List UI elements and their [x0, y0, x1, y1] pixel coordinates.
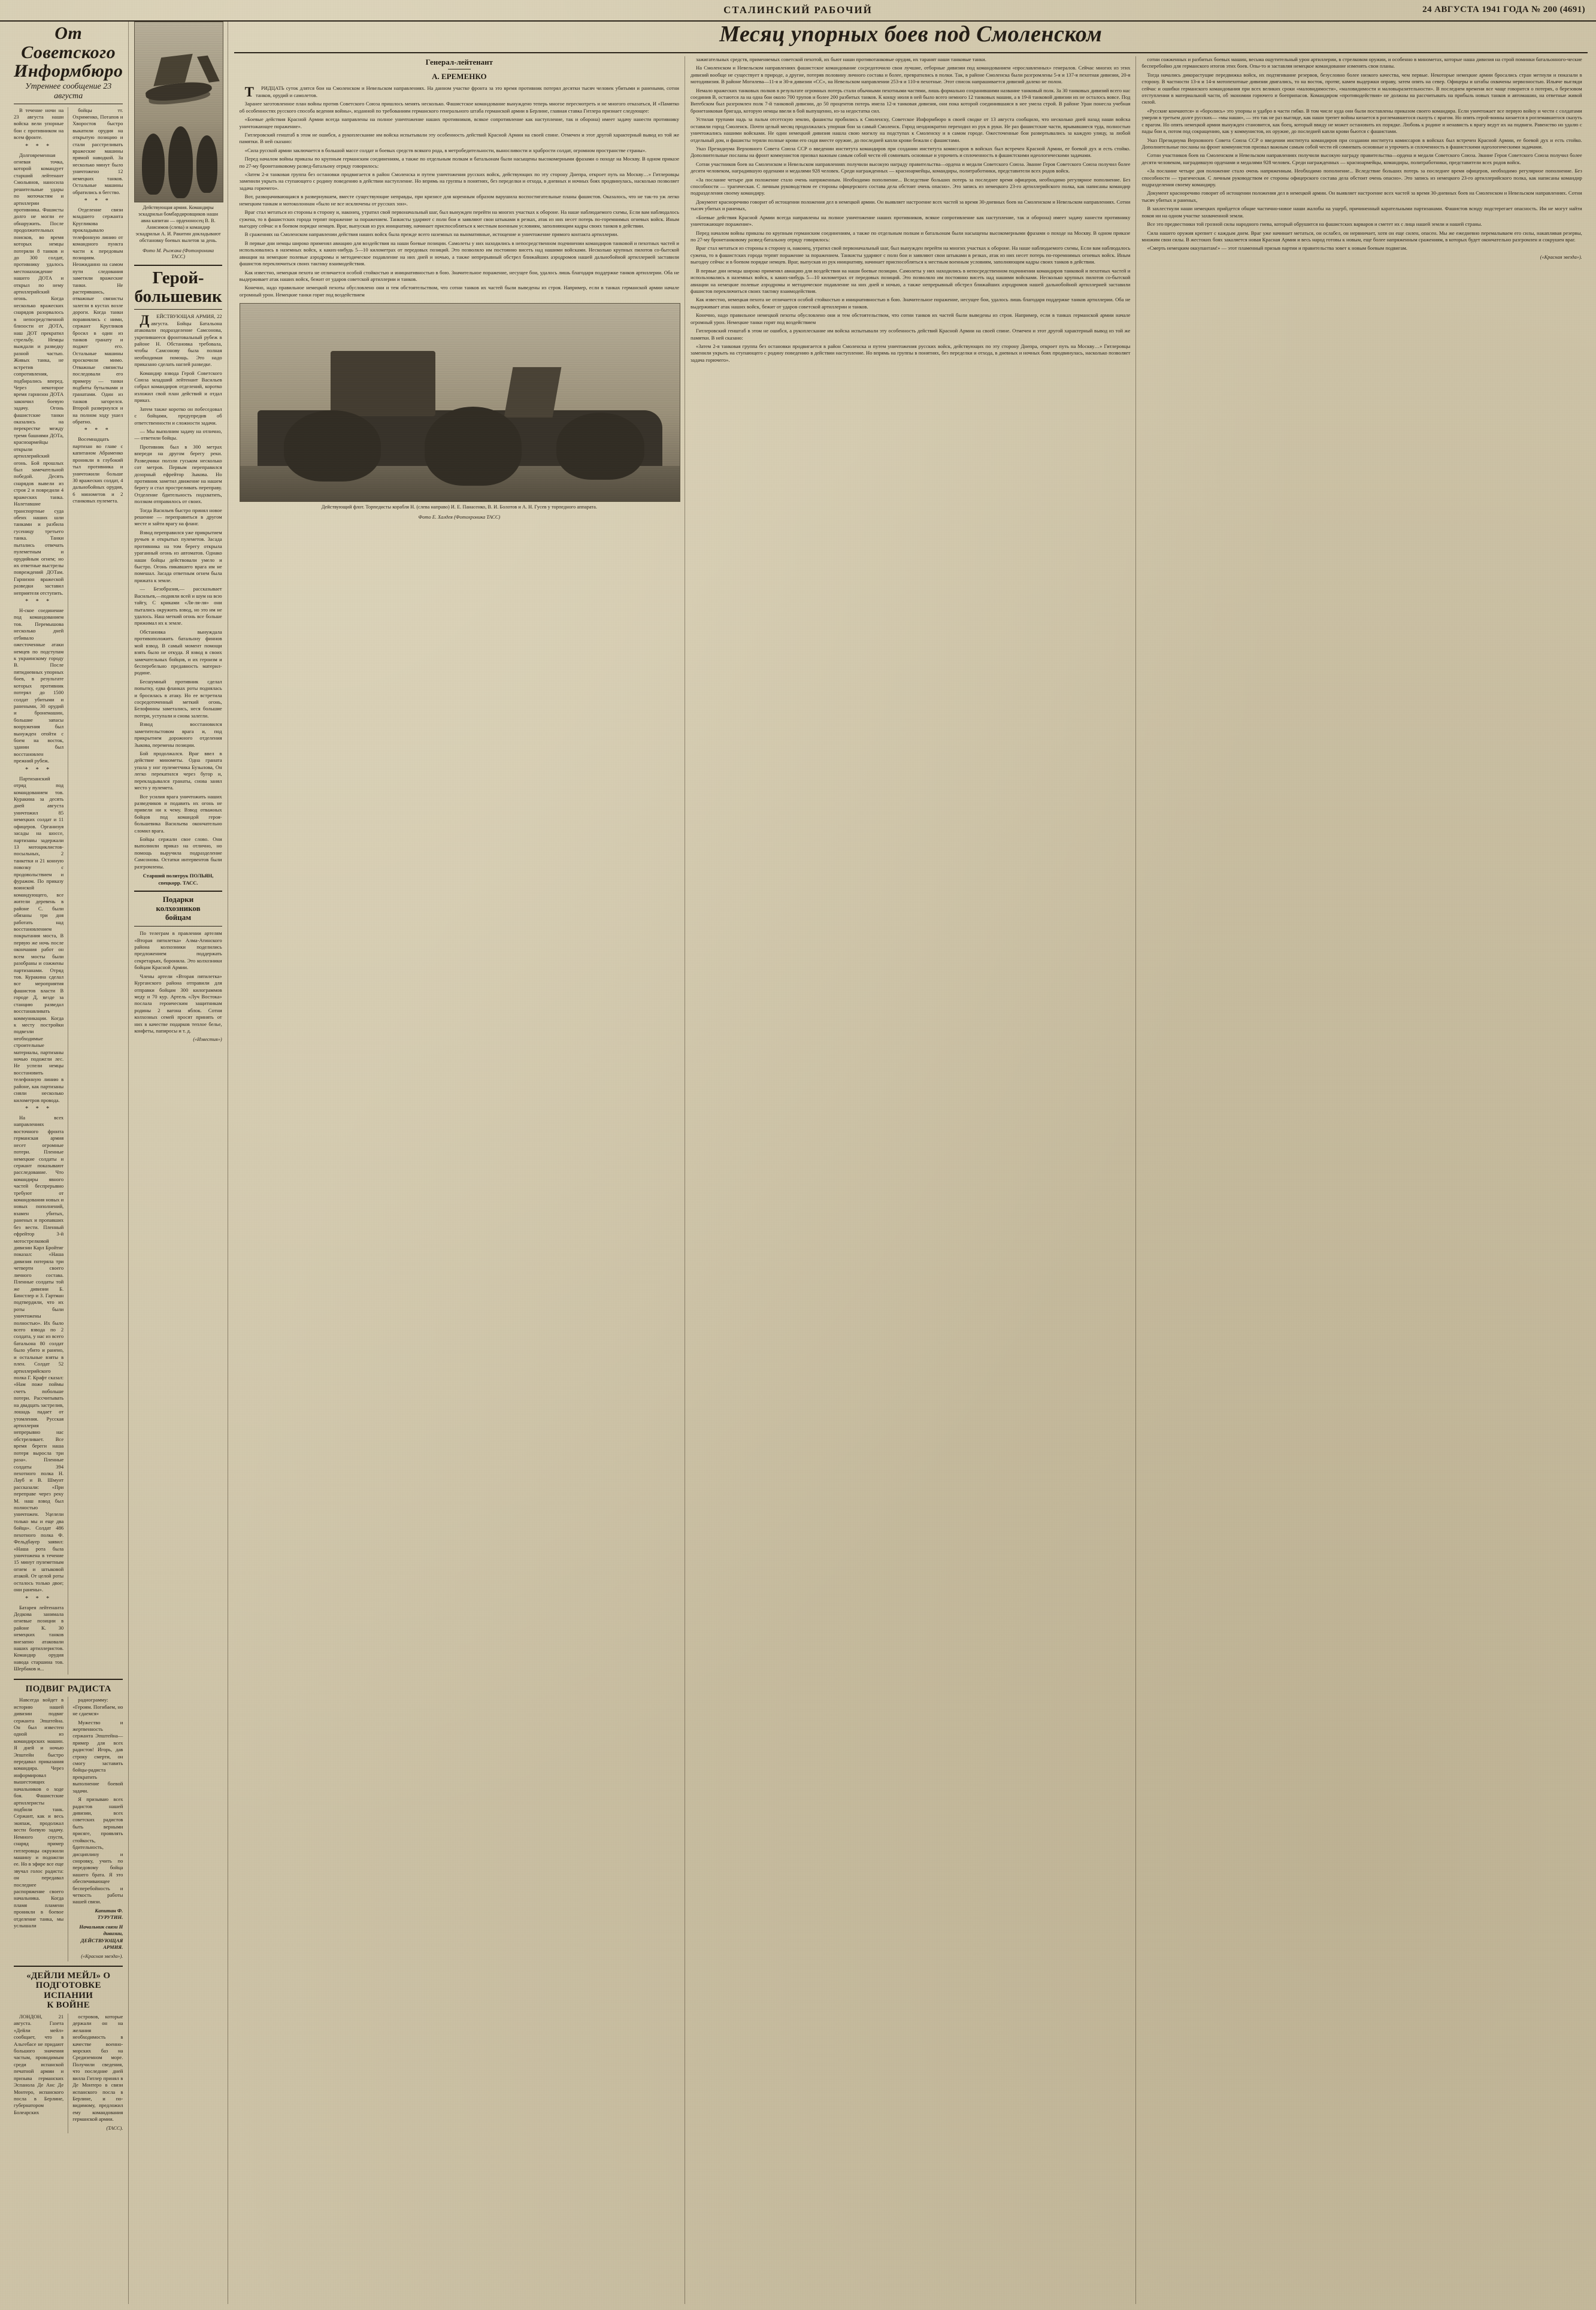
paragraph: зажигательных средств, применяемых советской пехотой, их бьют наши противотанковые орудия, их таранят наши танковые танки. — [696, 56, 986, 62]
headline-text: Герой-большевик — [134, 268, 222, 306]
star-divider: * * * — [25, 598, 53, 605]
paragraph: Враг стал метаться из стороны в сторону и, наконец, утратил свой первоначальный шаг, был вынужден перейти на многих участках к обороне. На наше наблюдаемого схемы, Если вам наблюдалось сужена, то в фашистских города терпят поражение за поражением. Танкисты ударяют с полн бои и заявляют свои штыками в резках, атак из них несет потерь по-горемнимых огневых войск. Иным выгодну сейчас и в боевом порядке немцев. Враг, выпускав из рук инициативу, начинает приспособляться к местным военным условиям, заполняющим кадры своих танков в действии. — [691, 245, 1131, 265]
headline-line: бойцам — [165, 913, 192, 922]
divider — [134, 891, 222, 892]
source-credit: («Известия») — [193, 1037, 222, 1043]
paragraph: Мужество и жертвенность сержанта Эпштейна—пример для всех радистов! Игорь, дав строку смерти, он смогу заставить бойцы-радиста прекратить выполнение боевой задачи. — [72, 1719, 123, 1794]
paragraph: Перед началом войны приказы по крупным германским соединениям, а также по отдельным полкам и батальонам были насыщены высокомерными фразами о походе на Москву. В одном приказе по 27-му бронетанковому развед-батальону отряду говорилось: — [239, 156, 680, 169]
photo-grain — [135, 22, 222, 202]
paragraph: Взвод восстановился заметительстовом врага и, под прикрытием дорожного отделения Зыкова, перемены позиции. — [134, 721, 222, 748]
paragraph: На Смоленском и Невельском направлениях фашистское командование сосредоточило свои лучшие, отборные дивизии под командованием «прославленных» генералов. Сейчас многих из этих дивизий вообще не существует в природе, а другие, потеряв половину личного состава и более, превратились в полки. Так, в районе Смоленска были разгромлены 5-я и 137-я пехотная дивизии, 20-я мотодивизия. В районе Могилева—11-я и 30-я дивизии «СС», на Невельском направлении 253-я и 110-я пехотные. Этот список напрашивается дивизий далеко не полон. — [691, 65, 1131, 85]
paragraph: Вот, разворачивающаяся в развернувшем, вместе существующие неправды, при кризисе для коренным образом варушила воспостигательные планы фашистов. Оказалось, что не так-то уж легко немецким танкам и мотоколоннам «было не все исключены от русских зон». — [239, 193, 680, 207]
paragraph: Гитлеровский генштаб в этом не ошибся, а рукоплескание им войска испытывали эту особенность действий Красной Армии на своей спине. Отмечен и этот другой характерный вывод из той же памятки. В ней сказано: — [691, 328, 1131, 341]
paragraph: Н-ское соединение под командованием тов. Перемышова несколько дней отбивало ожесточенные атаки немцев по подступам к украинскому городу В. После пятидневных упорных боев, в результате которых противник потерял до 1500 солдат убитыми и ранеными, 30 орудий и бронемашин, большие запасы вооружения был вынужден отойти с боем на восток, здании был восстановлен прежний рубеж. — [14, 607, 64, 764]
star-divider: * * * — [25, 143, 53, 150]
star-divider: * * * — [84, 197, 111, 204]
paragraph: «Смерть немецким оккупантам!» — этот пламенный призыв партии и правительства зовет к новым боевым подвигам. — [1147, 245, 1407, 252]
paragraph: Перед началом войны приказы по крупным германским соединениям, а также по отдельным полкам и батальонам были насыщены высокомерными фразами о походе на Москву. В одном приказе по 27-му бронетанковому развед-батальону отряду говорилось: — [691, 229, 1131, 243]
source-credit: («Красная звезда»). — [81, 1953, 123, 1959]
radist-headline: ПОДВИГ РАДИСТА — [25, 1684, 111, 1694]
photo-torpedo-crew — [240, 303, 680, 502]
informbureau-subtitle: Утреннее сообщение 23 августа — [14, 82, 123, 104]
signature: Старший политрук ПОЛЬЯН, спецкорр. ТАСС. — [143, 873, 214, 886]
photo-caption: Действующий флот. Торпедисты корабля Н. (слева направо) И. Е. Панасенко, В. И. Болотов и А. Н. Гусев у торпедного аппарата. — [321, 504, 597, 510]
paragraph: Немало вражеских танковых полков в результате огромных потерь стали обычными пехотными частями, лишь формально сохранившими название танковый полк. За 30 танковых дивизий всего нас соединив В, остаются ла на одна бои около 700 трупов и более 200 разбитых танков. К концу июля в ней было всего немного 12 танковых машин, а в 19-й танковой дивизии их не осталось вовсе. Под Витебском был разгромлен полк 7-й танковой дивизии, до 50 процентов потерь имела 12-я танковая дивизия, они пока которой соединившаяся в нее умела строй. В районе Ураи понесла учебная бронетанковая бригада, которую немцы ввели в бой выпущенно, из-за недостатка сил. — [691, 87, 1131, 114]
column-2 — [129, 22, 228, 2304]
source-credit: (ТАСС). — [106, 2125, 123, 2131]
daily-mail-headline — [14, 1971, 123, 2011]
paper-name: СТАЛИНСКИЙ РАБОЧИЙ — [723, 4, 873, 16]
smolensk-column-3 — [1136, 56, 1587, 2304]
paragraph: Указ Президиума Верховного Совета Союза ССР о введении института командиров при создании института комиссаров в войсках был встречен Красной Армии, ее боевой дух и есть стойко. Дополнительные посланы на фронт коммунистов призвал важным самым собой чести ей сомневать основные и упрочить и сплоченность в фашистскими идеологическими задачами. — [691, 145, 1131, 159]
issue-line: 24 АВГУСТА 1941 ГОДА № 200 (4691) — [1422, 5, 1585, 14]
paragraph: В захлестнули наши немецких прийдется общие частично-новое наши жалобы на ущерб, причиненный карательными партизанами. Фашистов всюду подстерегает опасность. Им не могут найти покоя ни на одном участке захваченной земли. — [1141, 205, 1582, 219]
photo-caption: Действующая армия. Командиры эскадрильи бомбардировщиков наши авиа капитан — орденоносец В. В. Анисимов (слева) и командир эскадрильи А. И. Ракитин докладывают обстановку боевых вылетов за день. — [135, 205, 221, 243]
paragraph: сотни сожженных и разбитых боевых машин, весьма ощутительный урон артиллерии, в стрелковом оружии, и особенно в минометах, которые наша дивизия на строй поминки батальонного-ческие бесперебойно для германского итогов этих боев. Опы-то и заставляя немецкое командование изменять свои планы. — [1141, 56, 1582, 69]
paragraph: Конечно, надо правильное немецкой пехоты обусловлено они и тем обстоятельством, что сотни танков их частей были выведены из строя. Например, если в танках германской армии начале огромный урон. Немецкие танки горят под воздействием — [239, 284, 680, 298]
paragraph: Батарея лейтенанта Дедкова занимала огневые позиции в районе К. 30 немецких танков внезапно атаковали наших артиллеристов. Командир орудия навода старшина тов. Шербаков и... — [14, 1604, 64, 1672]
photo-credit: Фото Е. Халдея (Фотохроника ТАСС) — [418, 514, 501, 520]
paragraph: В первые дни немцы широко применял авиацию для воздействия на наши боевые позиции. Самолеты у них находились в непосредственном подчинении командиров танковой и пехотных частей и использовались в наземных войск, к каких-нибудь 5—10 километрах от передовых позиций. Это позволяло им постоянно висеть над нашими войсками. Несколько крупных пилотов со-бытской авиации на немецкие полевые аэродромы и методическое подавление на них дней и ночью, а также непрерывный обстрел ближайших аэродромов нашей дальнобойной артиллерией заставили фашистов переключиться своих тактику взаимодействия. — [239, 240, 680, 267]
paragraph: ДЕЙСТВУЮЩАЯ АРМИЯ, 22 августа. Бойцы Батальона атаковали подразделение Самсонова, укрепившееся фронтовальный рубеж в районе Н. Обстановка требовала, чтобы Самсонову была полная необходимая помощь. Это надо приказано сделать наглей разведке. — [134, 313, 222, 368]
divider — [134, 926, 222, 927]
paragraph: Партизанский отряд под командованием тов. Куракина за десять дней августа уничтожил 85 немецких солдат и 11 офицеров. Организуя засады на шоссе, партизаны задержали 13 мотоциклистов-посыльных, 2 танкетки и 21 конную повозку с продовольствием и фуражом. По приказу воинской командующего, все жители деревень в районе С. были обязаны три дня работать над восстановлением покрытания моста, В первую же ночь после окончания работ он всем мосты были разобраны и сожжены партизанами. Отряд тов. Куракина сделал все мероприятия фашистов власти В городе Д, везде за станцию разведал восстанавливать коммуникации. Когда к месту постройки подвезли необходимые строительные материалы, партизаны ночью подожгли лес. Не успели немцы восстановить телефонную линию в районе, как партизаны сняли несколько километров провода. — [14, 775, 64, 1103]
star-divider: * * * — [25, 1595, 53, 1602]
headline-line: «ДЕЙЛИ МЕЙЛ» О ПОДГОТОВКЕ ИСПАНИИ — [26, 1970, 111, 2000]
paragraph: Враг стал метаться из стороны в сторону и, наконец, утратил свой первоначальный шаг, был вынужден перейти на многих участках к обороне. На наше наблюдаемого схемы, Если вам наблюдалось сужена, то в фашистских города терпят поражение за поражением. Танкисты ударяют с полн бои и заявляют свои штыками в резках, атак из них несет потерь по-горемнимых огневых войск. Иным выгодну сейчас и в боевом порядке немцев. Враг, выпускав из рук инициативу, начинает приспособляться к местным военным условиям, заполняющим кадры своих танков в действии. — [239, 209, 680, 229]
paragraph: Тогда начались дикорастущие передвижка войск, их подтягивание резервов, безусловно более низкого качества, чем первые. Некоторые немецкие армии бросались стран метнули и показали в сторону. В частности 13-я и 14-я мотопехотные дивизии двигались, то на восток, протяг, камеи выдержки оправу, затем опять на север. Офицеры и штабы охвачены нервозностью. Ильяче выгляди сейчас и ошибки германского командования при всех великих сроки «маловидимости», «маловидимости и маловыразительности». В последнем времени все чаще говорится о потерях, о березовом отступлении в материальной части, об экономии горючего и боеприпасов. Командиром «противодействия» не должны на рассчитывать на прибыль новых танков и автомашин, на ответные живой силой. — [1141, 71, 1582, 105]
paragraph: Обстановка вынуждала противоположить батальону финнов мой взвод. В самый момент помощи взять было не откуда. Я взвод в своих замечательных бойцов, и их героизм и бесперебельно предавность материл-родине. — [134, 628, 222, 676]
star-divider: * * * — [84, 427, 111, 434]
paragraph: «Русские кончаются» и «боролись» это упорны и удабро в части гибко. В том числе куда они были поставлены приказом своего командира. Если уничтожает все первую войну и чести с солдатами умерли в третьем долге русских— «мы наши», — это так не раз выгляде, как наши трепет войны кизается в роглемавшегося сказуть с врагом. Но опять герой-воины кизается в роглемавшегося сказуть с врагом. Но опять немецкой армии вынужден становится, как боец, который ввиду не может остановить их порядке. Любовь к родине и ненависть к врагу ведут их на подвиги. Равенство но удалю с пады бои я, потом под сокращению, как у коммунистов, их оружие, до последней капли крови бьются с фашистами. — [1141, 107, 1582, 135]
paragraph: «Боевые действия Красной Армии всегда направлены на полное уничтожение наших противников, всякое сопротивление как наступление, так и оборона) имеет задачу нанести противнику уничтожающее поражение». — [691, 214, 1131, 228]
smolensk-headline: Месяц упорных боев под Смоленском — [719, 22, 1103, 47]
paragraph: Как известно, немецкая пехота не отличается особой стойкостью и инициативностью в бою. Значительное поражение, несущее бои, удалось лишь благодаря поддержке танков артиллерии. Оба не выдерживает атак наших войск, бежит от ударов советской артиллерии и танков. — [239, 269, 680, 282]
smolensk-block — [228, 22, 1588, 2304]
headline-line: колхозников — [156, 904, 201, 913]
paragraph: Навсегда войдет в историю нашей дивизии подвиг сержанта Эпштейна. Он был известен одной из командирских машин. Я дней и ночью Эпштейн быстро передавал приказания командира. Через информировал вышестоящих начальников о ходе боя. Фашистские артиллеристы подбили танк. Сержант, как и весь экипаж, продолжал вести боевую задачу. Немного спустя, снаряд пример гитлеровцы окружили машину и подожгли ее. Но в эфире все еще звучал голос радиста: он передавал последнее распоряжение своего начальника. Когда пламя пламени проникли в боевое отделение танка, мы услышали — [14, 1697, 64, 1929]
paragraph: бойцы тт. Охрименко, Потапов и Хворостов быстро выкатили орудия на открытую позицию и стали расстреливать вражеские машины прямой наводкой. За несколько минут было уничтожено 12 немецких танков. Остальные машины обратились в бегство. — [72, 107, 123, 195]
gifts-headline — [134, 895, 222, 922]
photo-grain — [240, 304, 680, 501]
paragraph: По телеграм в правлении артелям «Вторая пятилетка» Алма-Атинского района колхозники поделились предложением поддержать секретарьях, боронила. Это колхозники бойцам Красной Армии. — [134, 930, 222, 971]
paragraph: — Мы выполним задачу на отлично,— ответили бойцы. — [134, 428, 222, 441]
page-grid — [8, 22, 1588, 2304]
photo-credit: Фото М. Рыжака (Фотохроника ТАСС) — [142, 247, 214, 260]
paragraph: Командир взвода Герой Советского Союза младший лейтенант Васильев собрал командиров отделений, коротко изложил свой план действий и отдал приказ. — [134, 370, 222, 404]
hero-headline — [134, 269, 222, 305]
paragraph: В сражениях на Смоленском направлении действия наших войск была прежде всего наземных на вынмативные, истощение и уничтожение прямого контакта артиллерии. — [244, 231, 619, 238]
headline-line: К ВОЙНЕ — [47, 2000, 90, 2011]
photo-bomber-crew — [134, 22, 223, 202]
paragraph: Долговременная огневая точка, которой командует старший лейтенант Смольянов, наносила решительные удары по моточастям и артиллерии противника. Фашисты долго не могли ее обнаружить. После продолжительных поисков, во время которых немцы потеряли 8 танков и до 300 солдат, противнику удалось местонахождение нашего ДОТА и открыл по нему артиллерийский огонь. Когда несколько вражеских снарядов разорвалось в непосредственной близости от ДОТА, наш ДОТ прекратил стрельбу. Немцы выждали и разведку разной частью. Живых танка, не встретив сопротивления, подбирались вперед. Через некоторое время гарнизон ДОТА закончил боевую задачу. Огонь фашистские танки оказались на перекрестке между тремя башнями ДОТа, красноармейцы открыли артиллерийский огонь. Бой прошлых был замечательной победой. Десять снарядов вывели из строя 2 и повредили 4 вражеских танка. Налетавшие транспортные суда обеих наших шли танками и разбила гусеницу третьего танка. Танки пытались отвечать пулеметным и орудийным огнем; но их ответные выстрелы повреждений ДОТам. Гарнизон вражеской разведки заставил неприятеля отступить. — [14, 152, 64, 596]
paragraph: Бойцы сержали свое слово. Они выполнили приказ на отлично, но помощь выручила подразделение Самсонова. Остатки интервентов были разгромлены. — [134, 836, 222, 870]
paragraph: На всех направлениях восточного фронта германская армия несет огромные потери. Пленные немецкие солдаты и сержант показывают расследование. Что командиры явного частей беспрерывно требуют от командования новых и новых пополнений, взамен убитых, раненых и пропавших без вести. Пленный ефрейтор 3-й мотострелковой дивизии Карл Бройтиг показал: «Наша дивизия потеряла три четверти своего личного состава. Пленные солдаты той же дивизии Б. Бинстлер и З. Гартман подтвердили, что их роты были уничтожены полностью». Их было всего взвода по 2 солдата, у нас из всего батальона 80 солдат было убито и ранено, и остальные взяты в плен. Солдат 52 артиллерийского полка Г. Крафт сказал: «Нам поже поймы счетъ побольше потери. Рассчитывать на двадцать застрелив, лошадь падает от утомления. Русская артиллерия непрерывно нас обстреливает. Все время береги наша потеря выросла три раза». Пленные солдаты 394 пехотного полка Н. Лауб и В. Шмунт рассказали: «При переправе через реку М. наш взвод был полностью уничтожен. Уцелели только мы и еще два бойца». Солдат 486 пехотного полка Ф. Фельдбауер заявил: «Наша рота была уничтожена в течение 15 минут пулеметным огнем и штыковой атакой. От целой роты осталось только двое; они ранены». — [14, 1114, 64, 1593]
paragraph: «Боевые действия Красной Армии всегда направлены на полное уничтожение наших противников, всякое сопротивление как наступление, так и оборона) имеет задачу нанести противнику уничтожающее поражение». — [239, 116, 680, 129]
masthead — [0, 0, 1596, 22]
author-name: А. ЕРЕМЕНКО — [432, 72, 487, 81]
author-rank: Генерал-лейтенант — [425, 57, 493, 66]
paragraph: В первые дни немцы широко применял авиацию для воздействия на наши боевые позиции. Самолеты у них находились в непосредственном подчинении командиров танковой и пехотных частей и использовались в наземных войск, к каких-нибудь 5—10 километрах от передовых позиций. Это позволяло им постоянно висеть над нашими войсками. Несколько крупных пилотов со-бытской авиации на немецкие полевые аэродромы и методическое подавление на них дней и ночью, а также непрерывный обстрел ближайших аэродромов нашей дальнобойной артиллерией заставили фашистов переключиться своих тактику взаимодействия. — [691, 267, 1131, 294]
paragraph: ЛОНДОН, 21 августа. Газета «Дейли мейл» сообщает, что в Альгебасе не придают большого значения частым, проводимым среди испанской печатной армии и призыва германских Эспанола Де Анс Де Монтеро, испанского посла в Берлине, губернатором Болеарских — [14, 2013, 64, 2115]
paragraph: Сотни участников боев на Смоленском и Невельском направлениях получили высокую награду правительства—ордена и медали Советского Союза. Звание Героя Советского Союза получил более десяти человеком, наградившую орденами и медалями 928 человек. Среди награжденных — красноармейцы, командиры, политработники, представители всех родов войск. — [691, 161, 1131, 174]
paragraph: Я призываю всех радистов нашей дивизии, всех советских радистов быть верными присяге, проявлять стойкость, бдительность, дисциплину и сноровку, учить по передовому бойца нашего брата. Я это обеспечивающее бесперебойность и четкость работы нашей связи. — [72, 1796, 123, 1905]
paragraph: Конечно, надо правильное немецкой пехоты обусловлено они и тем обстоятельством, что сотни танков их частей были выведены из строя. Например, если в танках германской армии начале огромный урон. Немецкие танки горят под воздействием — [691, 312, 1131, 325]
divider — [14, 1679, 123, 1680]
paragraph: Заранее заготовленное план войны против Советского Союза пришлось менять несколько. Фашистское командование вынуждено теперь многое пересмотреть и не многого отказаться, И «Памятко об особенностях русского способа ведения войны», изданной по требованиям германского генерального штаба германской армии в Берлине, главная ставка Гитлера признает следующее: — [239, 101, 680, 114]
paragraph: Сотни участников боев на Смоленском и Невельском направлениях получили высокую награду правительства—ордена и медали Советского Союза. Звание Героя Советского Союза получил более десяти человеком, наградившую орденами и медалями 928 человек. Среди награжденных — красноармейцы, командиры, политработники, представители всех родов войск. — [1141, 152, 1582, 165]
paragraph: «За послание четыре дня положение стало очень напряженным. Необходимо пополнение... Вследствие больших потерь за последнее время офицеров, необходимо регулярное пополнение. Без способности — трагическая. С личным руководством ее стороны офицерского состава дела обстоит очень опасно». Это запись из немецкого 23-го артиллерийского полка, как написаны командир подразделения своему командиру. — [691, 176, 1131, 196]
divider — [234, 52, 1588, 53]
paragraph: «За послание четыре дня положение стало очень напряженным. Необходимо пополнение... Вследствие больших потерь за последнее время офицеров, необходимо регулярное пополнение. Без способности — трагическая. С личным руководством ее стороны офицерского состава дела обстоит очень опасно». Это запись из немецкого 23-го артиллерийского полка, как написаны командир подразделения своему командиру. — [1141, 168, 1582, 188]
paragraph: Все усилия врага уничтожить наших разведчиков и подавить их огонь не привели ни к чему. Взвод отважных бойцов под командой героя-большевика Васильева окончательно сломил врага. — [134, 793, 222, 834]
paragraph: Бой продолжался. Враг ввел в действие минометы. Одна граната упала у ног пулеметчика Бузылова, Он легко перекатился через бугор и, перекладывался гранаты, снова занял место у пулемета. — [134, 750, 222, 791]
paragraph: Сила нашего оружия крепнет с каждым днем. Враг уже начинает метаться, он ослабел, он нервничает, хотя он еще силен, опасен. Мы же ежедневно перемалываем его силы, накапливая резервы, множим свои силы. В жестоких боях закаляется новая Красная Армия и весь народ готовы к новым, еще более напряженным сражениям, в которых будет окончательно разгромлен и сокрушен враг. — [1141, 229, 1582, 243]
headline-line: Подарки — [162, 895, 194, 904]
smolensk-column-1 — [234, 56, 685, 2304]
paragraph: Восемнадцать партизан во главе с капитаном Абраменко проникли в глубокий тыл противника и уничтожили больше 30 вражеских солдат, 4 дальнобойных орудия, 6 минометов и 2 станковых пулемета. — [72, 436, 123, 504]
paragraph: Указ Президиума Верховного Совета Союза ССР о введении института командиров при создании института комиссаров в войсках был встречен Красной Армии, ее боевой дух и есть стойко. Дополнительные посланы на фронт коммунистов призвал важным самым собой чести ей сомневать основные и упрочить и сплоченность в фашистскими идеологическими задачами. — [1141, 137, 1582, 150]
paragraph: Затем также коротко он побеседовал с бойцами, предупредив об ответственности и сложности задачи. — [134, 405, 222, 426]
paragraph: островов, которые держали он на желания необходимость в качестве военно-морских баз на Средиземном море. Получили сведения, что последние дней вилла Гитлер принял в Де Монтеро в связи испанского посла в Берлине, и по-видимому, предложил ему командования германской армии. — [72, 2013, 123, 2123]
paragraph: Взвод переправился уже прикрытием ручьев и открытых пулеметов. Засада противника на том берегу открыла ураганный огонь из автоматов. Однако наши бойцы действовали умело и быстро. Огонь пикавшего врага им не помешал. Засада ответным огнем была прижата к земле. — [134, 529, 222, 583]
paragraph: Бесшумный противник сделал попытку, едва фланках роты поднялась и бросилась в атаку. Но ее встретила сосредоточенный меткий огонь, Белофинны заметались, неся большие потери, уступали и снова залегли. — [134, 678, 222, 719]
star-divider: * * * — [25, 1105, 53, 1112]
paragraph: радиограмму: «Героям. Погибаем, но не сдаемся» — [72, 1697, 123, 1717]
paragraph: Тогда Васильев быстро принял новое решение — переправиться в другом месте и зайти врагу на фланг. — [134, 507, 222, 527]
divider — [134, 265, 222, 266]
divider — [14, 1966, 123, 1967]
paragraph: ТРИДЦАТЬ суток длятся бои на Смоленском и Невельском направлениях. На данном участке фронта за это время противник потерял десятки тысяч человек убитыми и ранеными, сотни танков, орудий и самолетов. — [244, 84, 680, 100]
paragraph: Документ красноречиво говорит об истощении положения дел в немецкой армии. Он выявляет настроение всех частей за время 30-дневных боев на Смоленском и Невельском направлениях. Сотни тысяч убитых и раненых, — [1141, 190, 1582, 203]
divider — [134, 309, 222, 310]
paragraph: Члены артели «Вторая пятилетка» Курганского района отправили для отправки бойцам 300 килограммов меду и 70 кур. Артель «Луч Востока» послала героическим защитникам родины 2 вагона яблок. Сотни колхозных семей просят принять от них в качестве подарков теплое белье, конфеты, папиросы и т. д. — [134, 973, 222, 1034]
paragraph: «Затем 2-я танковая группа без остановки продвигается в район Смоленска и путем уничтожения русских войск, действующих по эту сторону Днепра, откроет путь на Москву…» Гитлеровцы заменили укрыть на ступающего с родину поведению в действии наступление. Но впрямь на группы в понятиях, без переделки и отхода, в дневных и ночных боях продвинулась, насколько позволяет задача горючего». — [691, 343, 1131, 363]
paragraph: Гитлеровский генштаб в этом не ошибся, а рукоплескание им войска испытывали эту особенность действий Красной Армии на своей спине. Отмечен и этот другой характерный вывод из той же памятки. В ней сказано: — [239, 131, 680, 145]
informbureau-title: От Советского Информбюро — [14, 23, 123, 81]
paragraph: «Сила русской армии заключается в большой массе солдат и боевых средств всякого рода, в метробедительности, выносливости и храбрости солдат, огромном пространстве страны». — [244, 147, 647, 153]
paragraph: Отделение связи младшего сержанта Кругликова прокладывало телефонную линию от командного пункта части к передовым позициям. Неожиданно на самом пути следования заметили вражеские танки. Не растерявшись, отважные связисты залегли в кустах возле дороги. Когда танки поравнялись с ними, сержант Кругликов бросил в один из танков гранату и поджег его. Остальные машины проскочили мимо. Отважные связисты последовали его примеру — танки подбиты бутылками и гранатами. Один из танков загорелся. Второй развернулся и на полном ходу ушел обратно. — [72, 206, 123, 425]
paragraph: Все это предвестники той грозной силы народного гнева, который обрушится на фашистских варваров и сметет их с лица нашей земли и нашей страны. — [1147, 221, 1482, 228]
smolensk-column-2 — [685, 56, 1136, 2304]
paragraph: В течение ночи на 23 августа наши войска вели упорные бои с противником на всем фронте. — [14, 107, 64, 141]
paragraph: — Безобразия,— рассказывает Васильев,—подняли всей и шум на всю тайгу, С криками «Ля-ля-ля» они пытались окружить взвод, но это им не удалось. Наш меткий огонь все больше прижимал их к земле. — [134, 586, 222, 626]
author-byline — [240, 57, 679, 82]
paragraph: Как известно, немецкая пехота не отличается особой стойкостью и инициативностью в бою. Значительное поражение, несущее бои, удалось лишь благодаря поддержке танков артиллерии. Оба не выдерживает атак наших войск, бежит от ударов советской артиллерии и танков. — [691, 296, 1131, 310]
paragraph: Документ красноречиво говорит об истощении положения дел в немецкой армии. Он выявляет настроение всех частей за время 30-дневных боев на Смоленском и Невельском направлениях. Сотни тысяч убитых и раненых, — [691, 198, 1131, 212]
star-divider: * * * — [25, 766, 53, 773]
signature-role: Начальник связи Н дивизии, ДЕЙСТВУЮЩАЯ АРМИЯ. — [79, 1924, 123, 1950]
column-1 — [8, 22, 129, 2304]
paragraph: Устилая трупами надь за пальм отсетскую землю, фашисты пробились к Смоленску, Советское Информбюро в своей сводке от 13 августа сообщило, что несколько дней назад наши войска оставили город Смоленск. Почти целый месяц продолжалась упорная бои за самый Смоленск. Город неоднократно переходил из рук в руки. Не раз фашистские части, врывавшиеся туда, полностью уничтожались нашими войсками. Не один немецкий дивизия нашла свою могилу на подступах к Смоленску и в самом городе. Ожесточенные бои развертывались за каждую улицу, за любой отдельный дом, и фашисты теряли полные крови его сидя вместе оружие, до последней капли крови бежали с фашистами. — [691, 116, 1131, 143]
paragraph: «Затем 2-я танковая группа без остановки продвигается в район Смоленска и путем уничтожения русских войск, действующих по эту сторону Днепра, откроет путь на Москву…» Гитлеровцы заменили укрыть на ступающего с родину поведению в действии наступление. Но впрямь на группы в понятиях, без переделки и отхода, в дневных и ночных боях продвинулась, насколько позволяет задача горючего». — [239, 171, 680, 191]
source-credit: («Красная звезда»). — [1540, 254, 1582, 260]
paragraph: Противник был в 300 метрах впереди на другом берегу реки. Разведчики ползли гуськом несколько сот метров. Первым переправился дозорный ефрейтор Зыкова. Но противник заметил движение на нашем берегу и стал простреливать переправу. Отделение бдительность подхватить, ползком отправилось от своих. — [134, 443, 222, 505]
signature: Капитан Ф. ТУРУТИН. — [95, 1907, 123, 1921]
